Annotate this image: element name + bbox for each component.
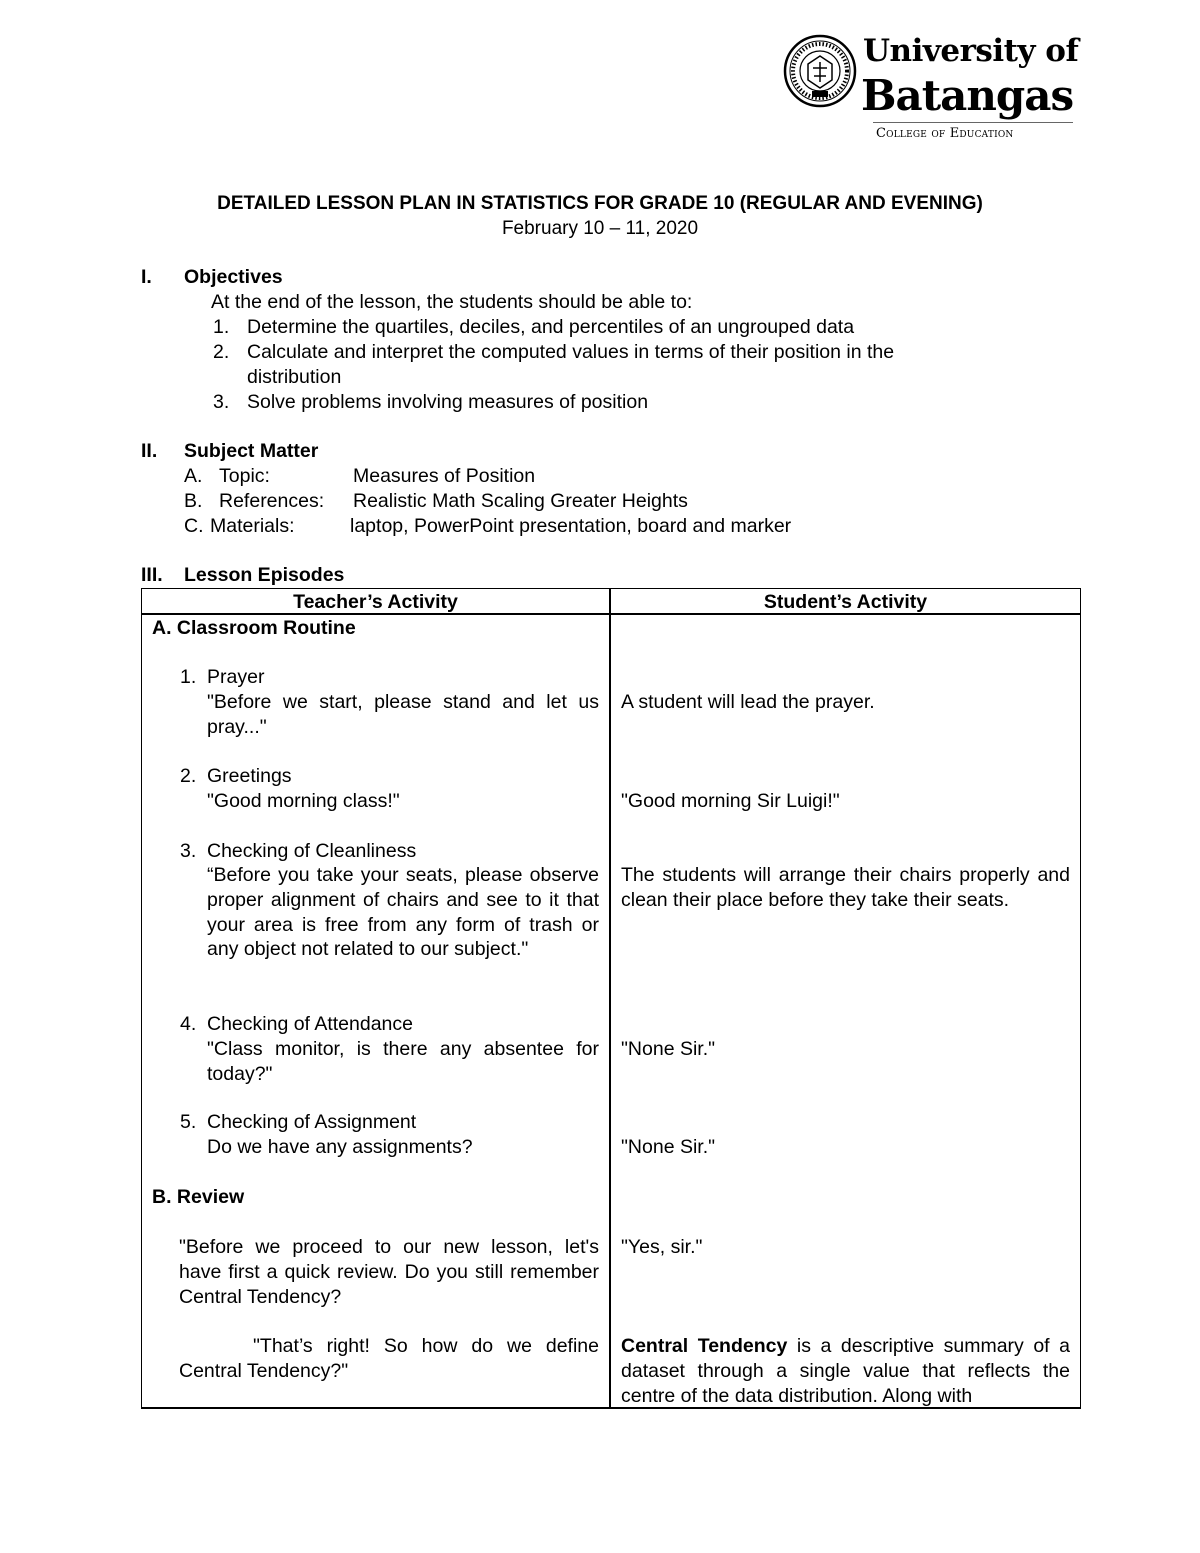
lesson-episodes-numeral: III. bbox=[141, 564, 163, 586]
teacher-activity: "Class monitor, is there any absentee for today?" bbox=[207, 1038, 599, 1085]
routine-number: 2. bbox=[180, 765, 197, 787]
subject-label: References: bbox=[219, 490, 325, 512]
term-central-tendency: Central Tendency bbox=[621, 1335, 788, 1357]
logo-university-of: University of bbox=[863, 33, 1079, 69]
subject-value: Realistic Math Scaling Greater Heights bbox=[353, 490, 688, 512]
teacher-activity: “Before you take your seats, please observe proper alignment of chairs and see to it that your area is free from any form of trash or any object not related to our subject." bbox=[207, 864, 599, 961]
objective-text: Solve problems involving measures of position bbox=[247, 391, 649, 413]
definition-text: is a descriptive summary of a dataset through a single value that reflects the centre of the data distribution. Along with bbox=[621, 1335, 1070, 1407]
student-activity: A student will lead the prayer. bbox=[621, 691, 875, 713]
routine-title: Checking of Cleanliness bbox=[207, 840, 417, 862]
subject-letter: C. bbox=[184, 515, 204, 537]
student-activity: The students will arrange their chairs properly and clean their place before they take their seats. bbox=[621, 864, 1070, 911]
teacher-activity: "Before we proceed to our new lesson, let's have first a quick review. Do you still remember Central Tendency? bbox=[179, 1236, 599, 1308]
objective-number: 1. bbox=[213, 316, 230, 338]
teacher-activity: "Good morning class!" bbox=[207, 790, 400, 812]
section-classroom-routine: A. Classroom Routine bbox=[152, 617, 356, 639]
student-activity: "Good morning Sir Luigi!" bbox=[621, 790, 840, 812]
routine-number: 1. bbox=[180, 666, 197, 688]
routine-title: Greetings bbox=[207, 765, 292, 787]
routine-number: 5. bbox=[180, 1111, 197, 1133]
logo-college: College of Education bbox=[876, 126, 1014, 141]
subject-letter: A. bbox=[184, 465, 203, 487]
section-review: B. Review bbox=[152, 1186, 245, 1208]
document-date: February 10 – 11, 2020 bbox=[501, 218, 699, 239]
objective-text: Calculate and interpret the computed values in terms of their position in the bbox=[247, 341, 895, 363]
objective-text: Determine the quartiles, deciles, and percentiles of an ungrouped data bbox=[247, 316, 855, 338]
routine-title: Checking of Attendance bbox=[207, 1013, 413, 1035]
teacher-activity: "Before we start, please stand and let us pray..." bbox=[207, 691, 599, 738]
university-seal-icon bbox=[783, 34, 857, 108]
subject-value: laptop, PowerPoint presentation, board and marker bbox=[350, 515, 792, 537]
objectives-numeral: I. bbox=[141, 266, 152, 288]
student-activity: "None Sir." bbox=[621, 1136, 716, 1158]
university-logo bbox=[783, 33, 1079, 144]
subject-label: Topic: bbox=[219, 465, 270, 487]
subject-letter: B. bbox=[184, 490, 203, 512]
logo-batangas: Batangas bbox=[861, 71, 1074, 120]
subject-value: Measures of Position bbox=[353, 465, 536, 487]
subject-matter-numeral: II. bbox=[141, 440, 158, 462]
lesson-episodes-heading: Lesson Episodes bbox=[184, 564, 345, 586]
table-header-teacher: Teacher’s Activity bbox=[293, 591, 458, 613]
table-column-divider bbox=[609, 588, 611, 1408]
subject-label: Materials: bbox=[210, 515, 295, 537]
routine-number: 3. bbox=[180, 840, 197, 862]
subject-matter-heading: Subject Matter bbox=[184, 440, 319, 462]
routine-title: Prayer bbox=[207, 666, 265, 688]
objective-number: 2. bbox=[213, 341, 230, 363]
routine-number: 4. bbox=[180, 1013, 197, 1035]
student-activity-definition bbox=[621, 1334, 1070, 1408]
objectives-intro: At the end of the lesson, the students should be able to: bbox=[211, 291, 693, 313]
logo-divider bbox=[873, 122, 1073, 123]
table-header-student: Student’s Activity bbox=[763, 591, 928, 613]
routine-title: Checking of Assignment bbox=[207, 1111, 417, 1133]
student-activity: "Yes, sir." bbox=[621, 1236, 703, 1258]
document-title: DETAILED LESSON PLAN IN STATISTICS FOR GRADE 10 (REGULAR AND EVENING) bbox=[217, 193, 983, 214]
objectives-heading: Objectives bbox=[184, 266, 283, 288]
objective-number: 3. bbox=[213, 391, 230, 413]
teacher-activity: Do we have any assignments? bbox=[207, 1136, 473, 1158]
teacher-activity: "That’s right! So how do we define Central Tendency?" bbox=[179, 1335, 599, 1382]
objective-text-continued: distribution bbox=[247, 366, 342, 388]
student-activity: "None Sir." bbox=[621, 1038, 716, 1060]
